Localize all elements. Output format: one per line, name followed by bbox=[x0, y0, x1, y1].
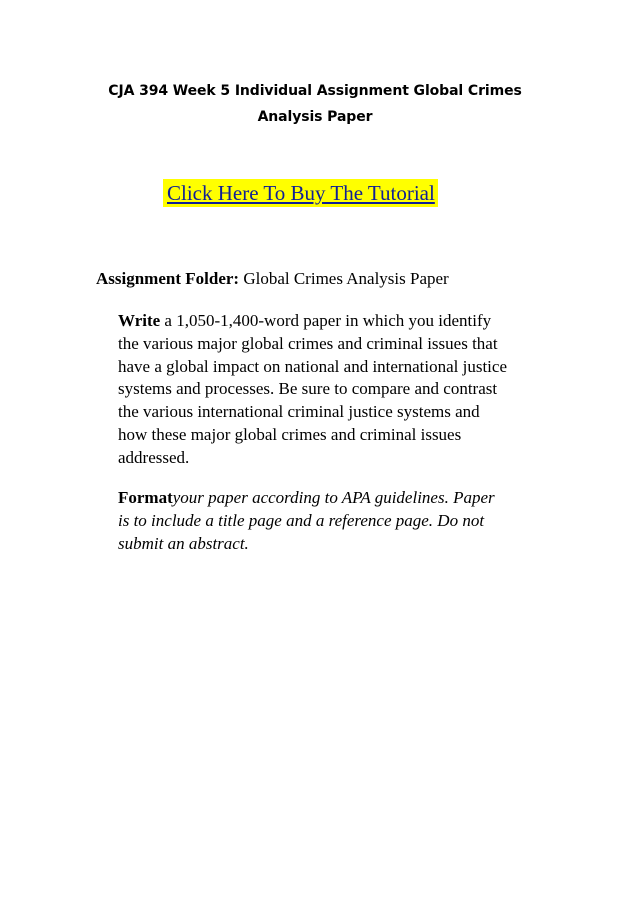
folder-value: Global Crimes Analysis Paper bbox=[239, 269, 449, 288]
buy-link-container bbox=[163, 179, 438, 209]
title-line-2: Analysis Paper bbox=[257, 109, 373, 125]
assignment-folder bbox=[96, 268, 449, 290]
write-line-3: have a global impact on national and international justice bbox=[118, 356, 507, 376]
write-line-2: the various major global crimes and criminal issues that bbox=[118, 333, 498, 353]
document-title bbox=[60, 78, 570, 130]
title-line-1: CJA 394 Week 5 Individual Assignment Global Crimes bbox=[108, 83, 522, 99]
write-keyword: Write bbox=[118, 311, 161, 330]
format-text-3: submit an abstract. bbox=[118, 533, 249, 553]
format-line-2 bbox=[118, 510, 558, 533]
write-line-5: the various international criminal justice systems and bbox=[118, 402, 480, 422]
write-line-6: how these major global crimes and criminal issues bbox=[118, 424, 462, 444]
format-text-2: is to include a title page and a reference page. Do not bbox=[118, 510, 485, 530]
format-line-3 bbox=[118, 533, 558, 556]
format-text: your paper according to APA guidelines. Paper bbox=[172, 488, 495, 507]
write-line-1 bbox=[118, 310, 558, 333]
write-text: a 1,050-1,400-word paper in which you identify bbox=[160, 311, 492, 330]
format-line-1 bbox=[118, 487, 558, 510]
format-keyword: Format bbox=[118, 488, 173, 507]
format-paragraph bbox=[118, 487, 558, 555]
buy-tutorial-link[interactable]: Click Here To Buy The Tutorial bbox=[163, 179, 438, 207]
write-line-4: systems and processes. Be sure to compare and contrast bbox=[118, 379, 498, 399]
write-line-7: addressed. bbox=[118, 447, 190, 467]
write-paragraph bbox=[118, 310, 558, 470]
folder-label: Assignment Folder: bbox=[96, 269, 240, 288]
